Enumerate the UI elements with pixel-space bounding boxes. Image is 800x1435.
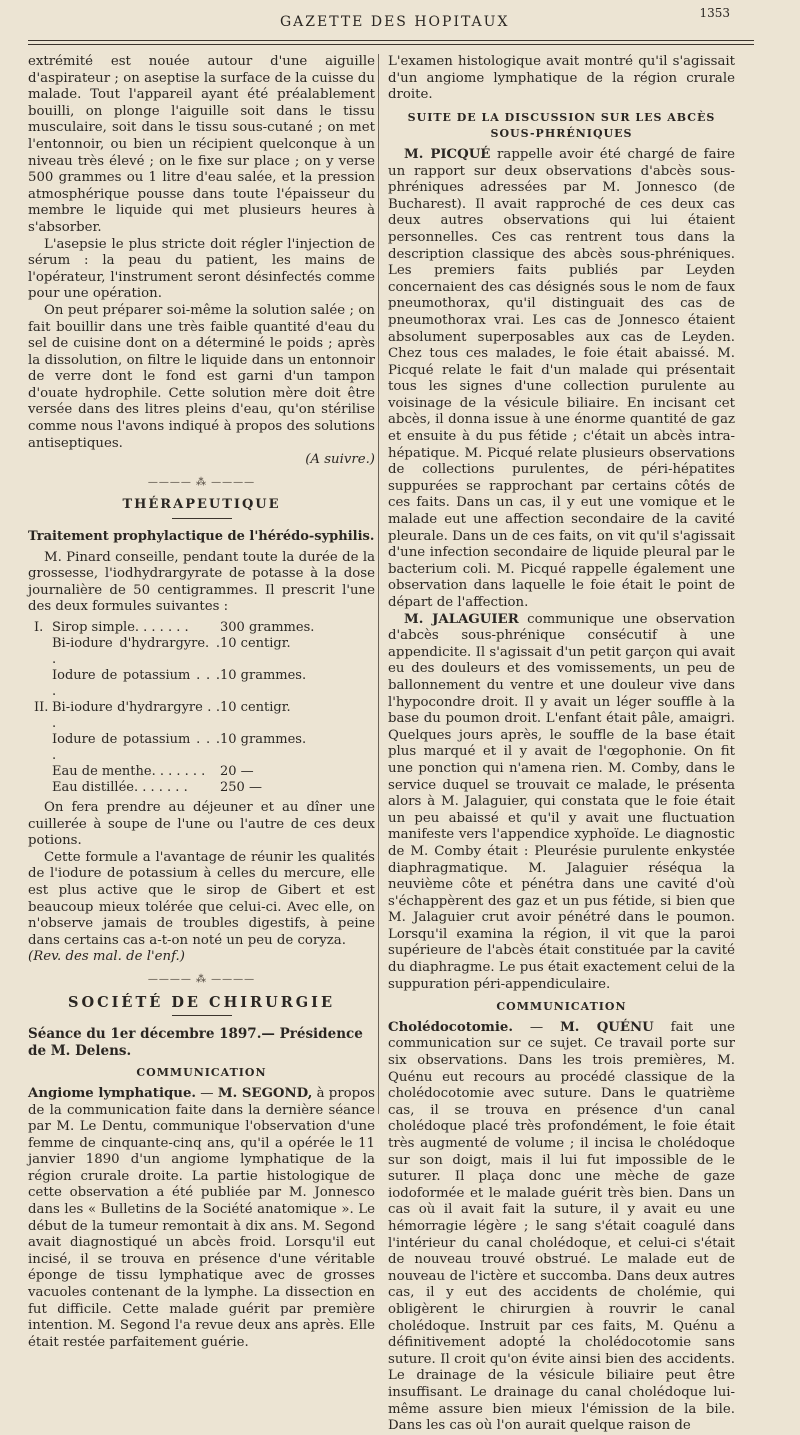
formula-row <box>34 700 375 732</box>
choledocotomie-title: Cholédocotomie. <box>388 1019 513 1035</box>
running-title: GAZETTE DES HOPITAUX <box>280 14 510 30</box>
histology-paragraph: L'examen histologique avait montré qu'il s'agissait d'un angiome lymphatique de la région crurale droite. <box>388 54 735 103</box>
formula-ingredient: Iodure de potassium . . . . <box>52 668 220 699</box>
communication-label-right: COMMUNICATION <box>496 1000 627 1014</box>
jalaguier-paragraph <box>388 612 735 994</box>
header-rule-double <box>28 44 754 45</box>
formula-row <box>34 668 375 700</box>
formula-ingredient: Eau de menthe. . . . . . . <box>52 764 206 779</box>
left-column <box>28 54 375 1351</box>
pinard-paragraph: M. Pinard conseille, pendant toute la durée de la grossesse, l'iodhydrargyrate de potasse à la dose journalière de 50 centigrammes. Il prescrit l'une des deux formules suivantes : <box>28 549 375 615</box>
formula-ingredient: Iodure de potassium . . . . <box>52 732 220 763</box>
to-be-continued: (A suivre.) <box>305 452 375 468</box>
suite-discussion-heading: SUITE DE LA DISCUSSION SUR LES ABCÈS SOUS-PHRÉNIQUES <box>407 110 716 141</box>
formula-ingredient: Eau distillée. . . . . . . <box>52 780 188 795</box>
formula-advantage-paragraph: Cette formule a l'avantage de réunir les qualités de l'iodure de potassium à celles du mercure, elle est plus active que le sirop de Gibert et est beaucoup mieux tolérée que celui-ci. Avec elle, on n'observe jamais de troubles digestifs, à peine dans certains cas a-t-on noté un peu de coryza. <box>28 849 375 948</box>
therapeutique-heading: THÉRAPEUTIQUE <box>122 497 281 513</box>
column-divider <box>378 54 379 1114</box>
communication-label-left: COMMUNICATION <box>136 1066 267 1080</box>
page-header <box>0 0 800 40</box>
formula-number: II. <box>34 700 49 715</box>
societe-heading: SOCIÉTÉ DE CHIRURGIE <box>67 993 336 1011</box>
jalaguier-text: communique une observation d'abcès sous-phrénique consécutif à une appendicite. Il s'agissait d'un petit garçon qui avait eu des douleurs et des vomissements, un peu de ballonnement du ventre et une douleur vive dans l'hypocondre droit. Il y avait un léger souffle à la base du poumon droit. L'enfant était pâle, amaigri. Quelques jours après, le souffle de la base était plus marqué et il y avait de l'œgophonie. On fit une ponction qui n'amena rien. M. Comby, dans le service duquel se trouvait ce malade, le présenta alors à M. Jalaguier, qui constata que le foie était un peu abaissé et qu'il y avait une fluctuation manifeste vers l'appendice xyphoïde. Le diagnostic de M. Comby était : Pleurésie purulente enkystée diaphragmatique. M. Jalaguier réséqua la neuvième côte et pénétra dans une cavité d'où s'échappèrent des gaz et un pus fétide, si bien que M. Jalaguier crut avoir pénétré dans le poumon. Lorsqu'il examina la région, il vit que la paroi supérieure de l'abcès était constituée par la cavité du diaphragme. Le pus était exactement celui de la suppuration péri-appendiculaire. <box>388 611 736 992</box>
angiome-title: Angiome lymphatique. <box>28 1085 197 1101</box>
formula-number: I. <box>34 620 44 635</box>
choledocotomie-paragraph: Cholédocotomie. — M. QUÉNU fait une communication sur ce sujet. Ce travail porte sur six observations. Dans les trois premières, M. Quénu eut recours au procédé classique de la cholédocotomie avec suture. Dans le quatrième cas, il se trouva en présence d'un canal cholédoque placé très profondément, le foie était très augmenté de volume ; il incisa le cholédoque sur son doigt, mais il lui fut impossible de le suturer. Il plaça donc une mèche de gaze iodoformée et le malade guérit très bien. Dans un cas où il avait fait la suture, il y avait eu une hémorragie légère ; le sang s'était coagulé dans l'intérieur du canal cholédoque, et celui-ci s'était de nouveau trouvé obstrué. Le malade eut de nouveau de l'ictère et succomba. Dans deux autres cas, il y eut des accidents de cholémie, qui obligèrent le chirurgien à rouvrir le canal cholédoque. Instruit par ces faits, M. Quénu a définitivement adopté la cholédocotomie sans suture. Il croit qu'on évite ainsi bien des accidents. Le drainage de la vésicule biliaire peut être insuffisant. Le drainage du canal cholédoque lui-même assure bien mieux l'émission de la bile. Dans les cas où l'on aurait quelque raison de <box>388 1019 735 1434</box>
formula-number <box>34 636 52 668</box>
traitement-title: Traitement prophylactique de l'hérédo-syphilis. <box>28 529 375 545</box>
potion-paragraph: On fera prendre au déjeuner et au dîner une cuillerée à soupe de l'une ou l'autre de ces deux potions. <box>28 800 375 849</box>
formula-ingredient: Bi-iodure d'hydrargyre. . . <box>52 636 220 667</box>
formula-number <box>34 780 52 796</box>
right-column <box>388 54 735 1435</box>
formula-number <box>34 668 52 700</box>
prescription-formula <box>34 620 375 796</box>
formula-quantity: 10 centigr. <box>220 700 291 715</box>
ornament-divider-1: ———— ⁂ ———— <box>147 476 256 488</box>
segond-speaker: M. SEGOND, <box>217 1085 313 1101</box>
angiome-text: à propos de la communication faite dans la dernière séance par M. Le Dentu, communique l'observation d'une femme de cinquante-cinq ans, qu'il a opérée le 11 janvier 1890 d'un angiome lymphatique de la région crurale droite. La partie histologique de cette observation a été publiée par M. Jonnesco dans les « Bulletins de la Société anatomique ». Le début de la tumeur remontait à dix ans. M. Segond avait diagnostiqué un abcès froid. Lorsqu'il eut incisé, il se trouva en présence d'une véritable éponge de tissu lymphatique avec de grosses vacuoles contenant de la lymphe. La dissection en fut difficile. Cette malade guérit par première intention. M. Segond l'a revue deux ans après. Elle était restée parfaitement guérie. <box>28 1085 375 1350</box>
formula-quantity: 20 — <box>220 764 254 779</box>
formula-row <box>34 620 375 636</box>
picque-paragraph <box>388 147 735 612</box>
picque-text: rappelle avoir été chargé de faire un rapport sur deux observations d'abcès sous-phréniques adressées par M. Jonnesco (de Bucharest). Il avait rapproché de ces deux cas deux autres observations qui lui étaient personnelles. Ces cas rentrent tous dans la description classique des abcès sous-phréniques. Les premiers faits publiés par Leyden concernaient des cas désignés sous le nom de faux pneumothorax, qu'il distinguait des cas de pneumothorax vrai. Les cas de Jonnesco étaient absolument superposables aux cas de Leyden. Chez tous ces malades, le foie était abaissé. M. Picqué relate le fait d'un malade qui présentait tous les signes d'une collection purulente au voisinage de la vésicule biliaire. En incisant cet abcès, il donna issue à une énorme quantité de gaz et ensuite à du pus fétide ; c'était un abcès intra-hépatique. M. Picqué relate plusieurs observations de collections purulentes, de péri-hépatites suppurées se rapprochant par certains côtés de ces faits. Dans un cas, il y eut une vomique et le malade eut une affection secondaire de la cavité pleurale. Dans un de ces faits, on vit qu'il s'agissait d'une infection secondaire de liquide pleural par le bacterium coli. M. Picqué rappelle également une observation dans laquelle le foie était le point de départ de l'affection. <box>388 146 736 610</box>
picque-speaker: M. PICQUÉ <box>404 146 491 162</box>
jalaguier-speaker: M. JALAGUIER <box>404 611 519 627</box>
serum-paragraph-1: extrémité est nouée autour d'une aiguille d'aspirateur ; on aseptise la surface de la cuisse du malade. Tout l'appareil ayant été préalablement bouilli, on plonge l'aiguille soit dans le tissu musculaire, soit dans le tissu sous-cutané ; on met l'entonnoir, ou bien un récipient quelconque à un niveau très élevé ; on le fixe sur place ; on y verse 500 grammes ou 1 litre d'eau salée, et la pression atmosphérique pousse dans toute l'épaisseur du membre le liquide qui met plusieurs heures à s'absorber. <box>28 54 375 235</box>
serum-paragraph-2: L'asepsie le plus stricte doit régler l'injection de sérum : la peau du patient, les mains de l'opérateur, l'instrument seront désinfectés comme pour une opération. <box>28 236 375 302</box>
formula-quantity: 300 grammes. <box>220 620 315 635</box>
formula-row <box>34 764 375 780</box>
formula-row <box>34 732 375 764</box>
formula-quantity: 10 centigr. <box>220 636 291 651</box>
source-reference: (Rev. des mal. de l'enf.) <box>28 949 185 965</box>
short-rule-1 <box>172 518 232 519</box>
short-rule-2 <box>172 1015 232 1016</box>
serum-paragraph-3: On peut préparer soi-même la solution salée ; on fait bouillir dans une très faible quantité d'eau du sel de cuisine dont on a déterminé le poids ; après la dissolution, on filtre le liquide dans un entonnoir de verre dont le fond est garni d'un tampon d'ouate hydrophile. Cette solution mère doit être versée dans des litres pleins d'eau, qu'on stérilise comme nous l'avons indiqué à propos des solutions antiseptiques. <box>28 302 375 451</box>
choledocotomie-text: fait une communication sur ce sujet. Ce travail porte sur six observations. Dans les trois premières, M. Quénu eut recours au procédé classique de la cholédocotomie avec suture. Dans le quatrième cas, il se trouva en présence d'un canal cholédoque placé très profondément, le foie était très augmenté de volume ; il incisa le cholédoque sur son doigt, mais il lui fut impossible de le suturer. Il plaça donc une mèche de gaze iodoformée et le malade guérit très bien. Dans un cas où il avait fait la suture, il y avait eu une hémorragie légère ; le sang s'était coagulé dans l'intérieur du canal cholédoque, et celui-ci s'était de nouveau trouvé obstrué. Le malade eut de nouveau de l'ictère et succomba. Dans deux autres cas, il y eut des accidents de cholémie, qui obligèrent le chirurgien à rouvrir le canal cholédoque. Instruit par ces faits, M. Quénu a définitivement adopté la cholédocotomie sans suture. Il croit qu'on évite ainsi bien des accidents. Le drainage de la vésicule biliaire peut être insuffisant. Le drainage du canal cholédoque lui-même assure bien mieux l'émission de la bile. Dans les cas où l'on aurait quelque raison de <box>388 1019 735 1434</box>
formula-quantity: 10 grammes. <box>220 668 307 683</box>
formula-number <box>34 764 52 780</box>
seance-line: Séance du 1er décembre 1897.— Présidence de M. Delens. <box>28 1026 363 1059</box>
quenu-speaker: M. QUÉNU <box>560 1019 654 1035</box>
formula-quantity: 10 grammes. <box>220 732 307 747</box>
formula-row <box>34 780 375 796</box>
formula-number <box>34 732 52 764</box>
formula-ingredient: Bi-iodure d'hydrargyre . . . <box>52 700 220 731</box>
ornament-divider-2: ———— ⁂ ———— <box>147 973 256 985</box>
angiome-paragraph: Angiome lymphatique. — M. SEGOND, à propos de la communication faite dans la dernière séance par M. Le Dentu, communique l'observation d'une femme de cinquante-cinq ans, qu'il a opérée le 11 janvier 1890 d'un angiome lymphatique de la région crurale droite. La partie histologique de cette observation a été publiée par M. Jonnesco dans les « Bulletins de la Société anatomique ». Le début de la tumeur remontait à dix ans. M. Segond avait diagnostiqué un abcès froid. Lorsqu'il eut incisé, il se trouva en présence d'une véritable éponge de tissu lymphatique avec de grosses vacuoles contenant de la lymphe. La dissection en fut difficile. Cette malade guérit par première intention. M. Segond l'a revue deux ans après. Elle était restée parfaitement guérie. <box>28 1085 375 1350</box>
formula-ingredient: Sirop simple. . . . . . . <box>52 620 189 635</box>
page-number: 1353 <box>699 6 730 20</box>
formula-quantity: 250 — <box>220 780 262 795</box>
header-rule <box>28 40 754 41</box>
formula-row <box>34 636 375 668</box>
